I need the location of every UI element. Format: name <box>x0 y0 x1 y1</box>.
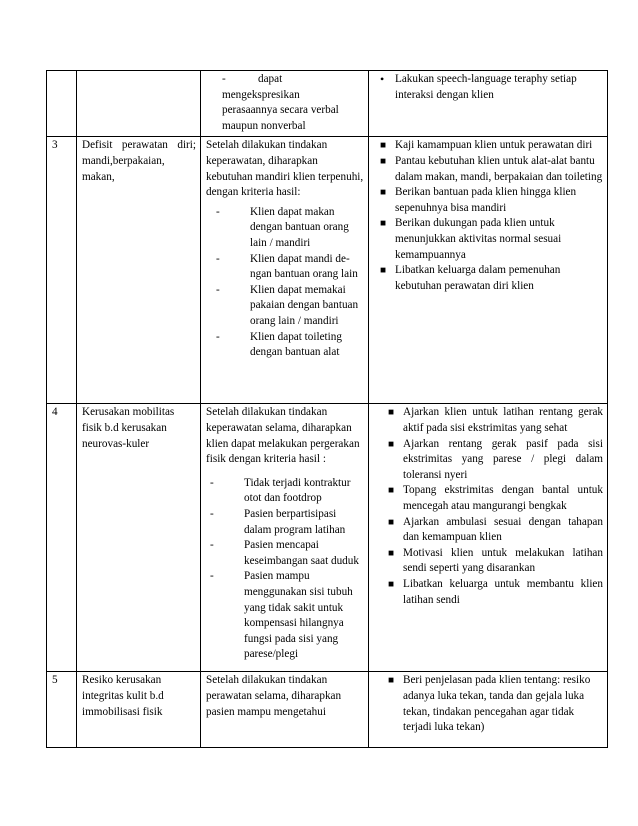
intervention-cell <box>369 71 608 137</box>
bullet-icon: ■ <box>388 438 395 450</box>
bullet-icon: ■ <box>388 485 395 497</box>
goal-item <box>216 330 364 361</box>
intervention-text: Topang ekstrimitas dengan bantal untuk mencegah atau mangurangi bengkak <box>403 484 603 512</box>
goal-item <box>216 205 364 252</box>
intervention-text: Kaji kamampuan klien untuk perawatan diri <box>395 139 593 152</box>
diagnosis-cell: Defisit perawatan diri; mandi,berpakaian, makan, <box>77 137 201 404</box>
intervention-item <box>380 138 603 154</box>
dash-marker: - <box>222 73 226 85</box>
goal-text: Pasien mampu menggunakan sisi tubuh yang tidak sakit untuk kompensasi hilangnya fungsi pada sisi yang parese/plegi <box>244 570 353 661</box>
dash-marker: - <box>210 539 214 552</box>
diagnosis-cell: Resiko kerusakan integritas kulit b.d immobilisasi fisik <box>77 672 201 748</box>
intervention-text: Berikan bantuan pada klien hingga klien sepenuhnya bisa mandiri <box>395 186 577 214</box>
dash-marker: - <box>216 252 220 265</box>
table-row <box>47 137 608 404</box>
goal-item <box>210 569 364 663</box>
goal-intro: Setelah dilakukan tindakan keperawatan selama, diharapkan klien dapat melakukan pergerakan fisik dengan kriteria hasil : <box>206 406 360 466</box>
dash-marker: - <box>210 476 214 489</box>
intervention-text: Libatkan keluarga dalam pemenuhan kebutuhan perawatan diri klien <box>395 264 561 292</box>
intervention-item <box>388 673 603 735</box>
intervention-text: Berikan dukungan pada klien untuk menunjukkan aktivitas normal sesuai kemampuannya <box>395 217 562 261</box>
intervention-text: Pantau kebutuhan klien untuk alat-alat bantu dalam makan, mandi, berpakaian dan toileting <box>395 154 603 183</box>
table-row <box>47 404 608 672</box>
intervention-text: Ajarkan ambulasi sesuai dengan tahapan dan kemampuan klien <box>403 515 603 544</box>
nursing-care-plan-table <box>46 70 608 748</box>
intervention-item <box>380 72 603 103</box>
goal-item <box>222 72 364 134</box>
bullet-icon: ■ <box>388 407 395 419</box>
goal-cell <box>201 71 369 137</box>
intervention-cell <box>369 672 608 748</box>
number-cell: 3 <box>47 137 77 404</box>
intervention-item <box>380 216 603 263</box>
table-row <box>47 672 608 748</box>
intervention-item <box>388 405 603 436</box>
goal-text: Pasien berpartisipasi dalam program latihan <box>244 507 346 536</box>
bullet-icon: ■ <box>388 578 395 590</box>
bullet-icon: ■ <box>380 155 387 167</box>
intervention-cell <box>369 137 608 404</box>
bullet-icon: ■ <box>388 547 395 559</box>
goal-cell <box>201 404 369 672</box>
number-cell: 4 <box>47 404 77 672</box>
dash-marker: - <box>216 205 220 218</box>
bullet-icon: ■ <box>388 516 395 528</box>
intervention-item <box>388 515 603 546</box>
dash-marker: - <box>210 507 214 520</box>
goal-item <box>210 476 364 507</box>
table-row <box>47 71 608 137</box>
intervention-text: Ajarkan klien untuk latihan rentang gerak aktif pada sisi ekstrimitas yang sehat <box>403 406 603 434</box>
goal-cell <box>201 137 369 404</box>
diagnosis-cell <box>77 71 201 137</box>
bullet-icon: ■ <box>380 265 387 277</box>
number-cell <box>47 71 77 137</box>
intervention-text: Motivasi klien untuk melakukan latihan sendi seperti yang disarankan <box>403 546 603 575</box>
number-cell: 5 <box>47 672 77 748</box>
intervention-text: Beri penjelasan pada klien tentang: resiko adanya luka tekan, tanda dan gejala luka tekan, tindakan pencegahan agar tidak terjadi luka tekan) <box>403 674 591 734</box>
goal-text: Klien dapat mandi de-ngan bantuan orang lain <box>250 252 358 281</box>
goal-item <box>210 538 364 569</box>
goal-item <box>216 252 364 283</box>
intervention-item <box>380 263 603 294</box>
intervention-item <box>388 483 603 514</box>
diagnosis-cell: Kerusakan mobilitas fisik b.d kerusakan neurovas-kuler <box>77 404 201 672</box>
intervention-item <box>380 185 603 216</box>
intervention-text: Libatkan keluarga untuk membantu klien latihan sendi <box>403 577 603 606</box>
goal-text: Tidak terjadi kontraktur otot dan footdrop <box>244 476 351 505</box>
goal-intro: Setelah dilakukan tindakan keperawatan, diharapkan kebutuhan mandiri klien terpenuhi, dengan kriteria hasil: <box>206 139 364 199</box>
goal-text: Klien dapat toileting dengan bantuan alat <box>250 330 342 359</box>
bullet-icon: ■ <box>380 187 387 199</box>
goal-item <box>210 507 364 538</box>
goal-text: Klien dapat makan dengan bantuan orang lain / mandiri <box>250 205 349 249</box>
bullet-icon: ■ <box>380 140 387 152</box>
bullet-icon: ■ <box>388 675 395 687</box>
goal-text: dapat mengekspresikan perasaannya secara verbal maupun nonverbal <box>222 73 339 132</box>
goal-text: Klien dapat memakai pakaian dengan bantuan orang lain / mandiri <box>250 283 359 327</box>
bullet-icon: ■ <box>380 218 387 230</box>
bullet-icon: • <box>380 72 385 86</box>
intervention-item <box>380 154 603 185</box>
intervention-cell <box>369 404 608 672</box>
goal-cell: Setelah dilakukan tindakan perawatan selama, diharapkan pasien mampu mengetahui <box>201 672 369 748</box>
intervention-text: Lakukan speech-language teraphy setiap interaksi dengan klien <box>395 73 577 101</box>
dash-marker: - <box>216 330 220 343</box>
dash-marker: - <box>216 283 220 296</box>
intervention-item <box>388 577 603 608</box>
intervention-text: Ajarkan rentang gerak pasif pada sisi ekstrimitas yang parese / plegi dalam toleransi nyeri <box>403 437 603 481</box>
goal-item <box>216 283 364 330</box>
intervention-item <box>388 437 603 484</box>
goal-text: Pasien mencapai keseimbangan saat duduk <box>244 539 359 567</box>
intervention-item <box>388 546 603 577</box>
dash-marker: - <box>210 570 214 583</box>
